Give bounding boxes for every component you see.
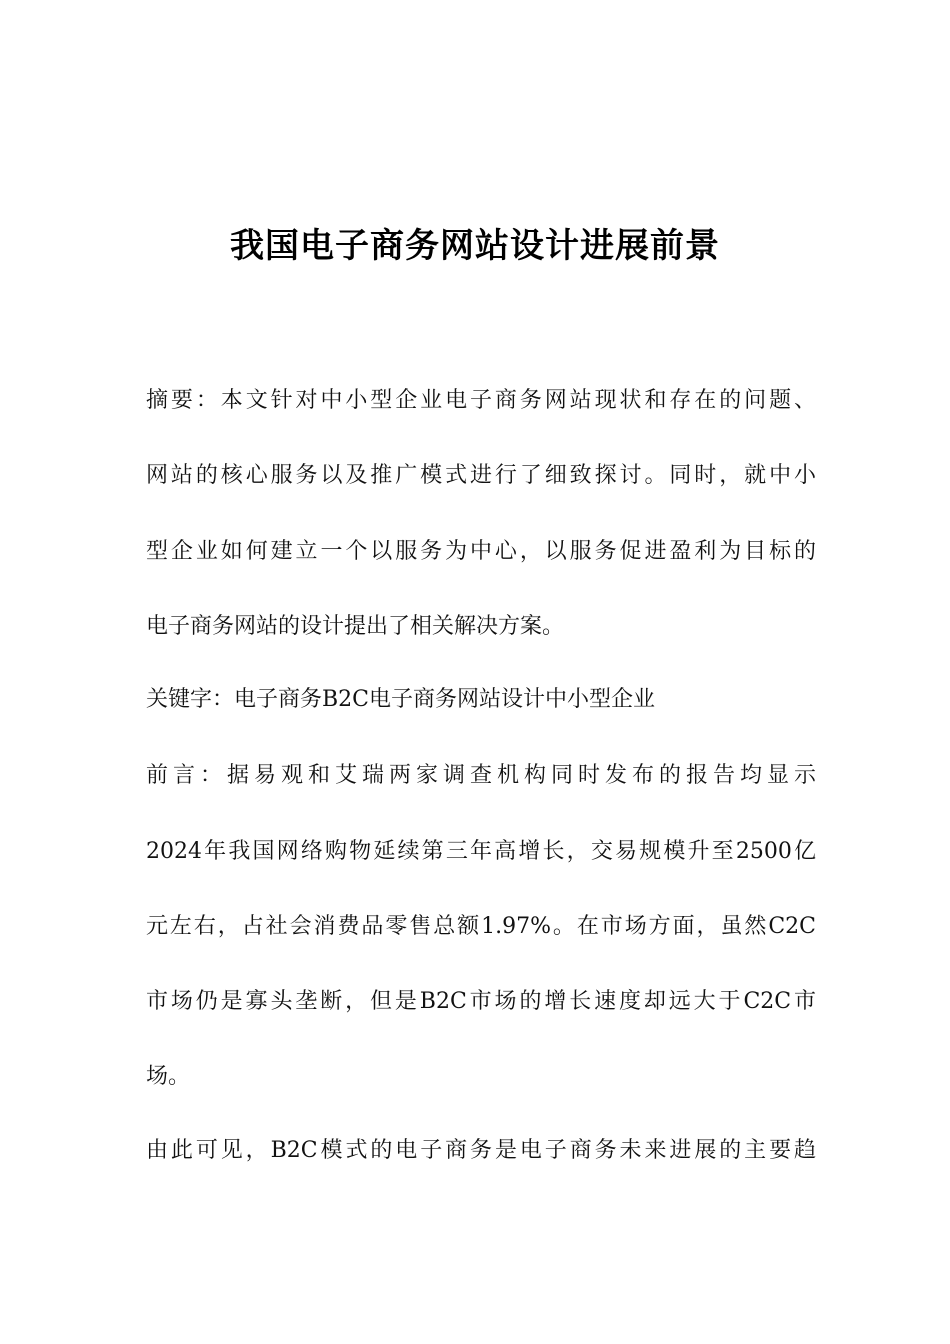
preface-line-4: 市场仍是寡头垄断，但是B2C市场的增长速度却远大于C2C市 xyxy=(146,989,816,1014)
document-title: 我国电子商务网站设计进展前景 xyxy=(230,226,720,266)
keywords-line: 关键字：电子商务B2C电子商务网站设计中小型企业 xyxy=(146,687,655,712)
preface-line-2: 2024年我国网络购物延续第三年高增长，交易规模升至2500亿 xyxy=(146,839,816,864)
abstract-line-3: 型企业如何建立一个以服务为中心，以服务促进盈利为目标的 xyxy=(146,539,816,564)
preface-line-3: 元左右，占社会消费品零售总额1.97%。在市场方面，虽然C2C xyxy=(146,914,816,939)
abstract-line-2: 网站的核心服务以及推广模式进行了细致探讨。同时，就中小 xyxy=(146,463,816,488)
abstract-line-1: 摘要：本文针对中小型企业电子商务网站现状和存在的问题、 xyxy=(146,388,816,413)
preface-line-1: 前言：据易观和艾瑞两家调查机构同时发布的报告均显示 xyxy=(146,763,816,788)
preface-line-5: 场。 xyxy=(146,1064,191,1089)
conclusion-line-1: 由此可见，B2C模式的电子商务是电子商务未来进展的主要趋 xyxy=(146,1138,816,1163)
abstract-line-4: 电子商务网站的设计提出了相关解决方案。 xyxy=(146,614,565,639)
